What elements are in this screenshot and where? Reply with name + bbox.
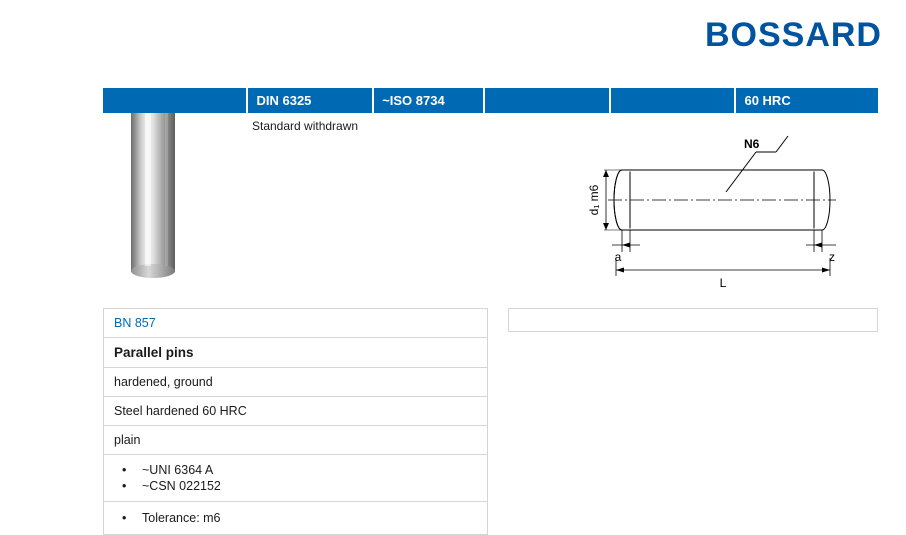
bossard-logo [705, 18, 882, 52]
list-item: • Tolerance: m6 [114, 509, 477, 527]
standard-withdrawn-note: Standard withdrawn [252, 119, 359, 133]
technical-drawing [560, 130, 890, 290]
tolerance-row [104, 502, 487, 535]
list-item: • ~CSN 022152 [114, 478, 477, 494]
right-empty-panel [508, 308, 878, 332]
standards-header-bar [103, 88, 878, 113]
equivalents-row [104, 455, 487, 502]
product-info-table [103, 308, 488, 535]
product-photo [103, 88, 243, 288]
list-item: • ~UNI 6364 A [114, 462, 477, 478]
product-title-row: Parallel pins [104, 338, 487, 368]
diameter-label: d₁ m6 [587, 184, 601, 216]
header-cell-iso: ~ISO 8734 [374, 88, 483, 113]
condition-row: hardened, ground [104, 368, 487, 397]
header-cell-blank-1 [103, 88, 246, 113]
brand-name: BOSSARD [704, 16, 882, 54]
chamfer-a-label: a [614, 250, 622, 264]
header-cell-hrc: 60 HRC [736, 88, 878, 113]
header-cell-blank-3 [611, 88, 735, 113]
bn-code-row[interactable]: BN 857 [104, 309, 487, 338]
finish-row: plain [104, 426, 487, 455]
surface-finish-label: N6 [744, 137, 760, 151]
length-label: L [719, 276, 727, 290]
header-cell-din: DIN 6325 [248, 88, 372, 113]
equivalents-list [114, 462, 477, 494]
tolerance-list [114, 509, 477, 527]
material-row: Steel hardened 60 HRC [104, 397, 487, 426]
chamfer-z-label: z [829, 250, 835, 264]
header-cell-blank-2 [485, 88, 609, 113]
